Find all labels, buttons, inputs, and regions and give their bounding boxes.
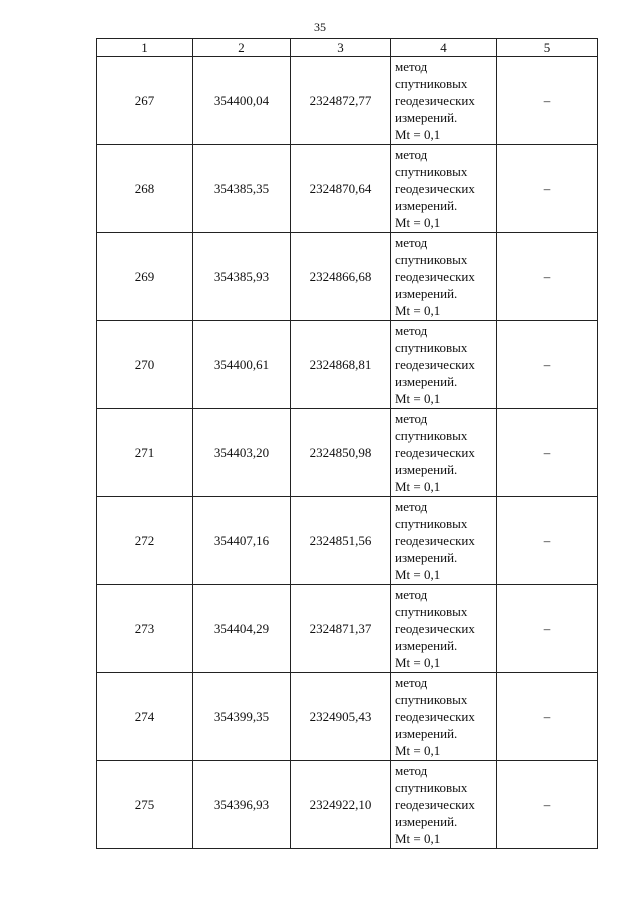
point-number-cell: 274	[97, 673, 193, 761]
table-row	[97, 673, 598, 761]
method-cell	[391, 321, 497, 409]
y-coordinate-cell: 2324850,98	[291, 409, 391, 497]
note-cell: –	[497, 57, 598, 145]
method-line: метод	[395, 147, 428, 162]
x-coordinate-cell: 354385,93	[193, 233, 291, 321]
page-number: 35	[314, 20, 326, 34]
y-coordinate-cell: 2324851,56	[291, 497, 391, 585]
method-line: геодезических	[395, 621, 475, 636]
point-number-cell: 272	[97, 497, 193, 585]
table-row	[97, 585, 598, 673]
method-line: Mt = 0,1	[395, 567, 441, 582]
note-cell: –	[497, 233, 598, 321]
header-col-2: 2	[193, 39, 291, 57]
method-line: метод	[395, 763, 428, 778]
method-line: Mt = 0,1	[395, 215, 441, 230]
method-cell	[391, 233, 497, 321]
table-row	[97, 233, 598, 321]
point-number-cell: 271	[97, 409, 193, 497]
table-row	[97, 145, 598, 233]
y-coordinate-cell: 2324872,77	[291, 57, 391, 145]
table-header	[97, 39, 598, 57]
x-coordinate-cell: 354385,35	[193, 145, 291, 233]
y-coordinate-cell: 2324905,43	[291, 673, 391, 761]
method-line: Mt = 0,1	[395, 391, 441, 406]
method-line: спутниковых	[395, 692, 468, 707]
method-line: геодезических	[395, 533, 475, 548]
method-cell	[391, 673, 497, 761]
method-line: геодезических	[395, 445, 475, 460]
point-number-cell: 275	[97, 761, 193, 849]
y-coordinate-cell: 2324866,68	[291, 233, 391, 321]
table-row	[97, 409, 598, 497]
method-line: спутниковых	[395, 340, 468, 355]
method-line: измерений.	[395, 374, 458, 389]
method-line: измерений.	[395, 462, 458, 477]
method-line: спутниковых	[395, 604, 468, 619]
header-row	[97, 39, 598, 57]
method-line: спутниковых	[395, 516, 468, 531]
method-line: Mt = 0,1	[395, 655, 441, 670]
method-cell	[391, 497, 497, 585]
point-number-cell: 269	[97, 233, 193, 321]
note-cell: –	[497, 673, 598, 761]
x-coordinate-cell: 354396,93	[193, 761, 291, 849]
method-line: измерений.	[395, 110, 458, 125]
table-row	[97, 497, 598, 585]
method-line: спутниковых	[395, 76, 468, 91]
method-line: метод	[395, 323, 428, 338]
x-coordinate-cell: 354404,29	[193, 585, 291, 673]
method-line: измерений.	[395, 638, 458, 653]
method-line: измерений.	[395, 550, 458, 565]
method-line: геодезических	[395, 709, 475, 724]
method-line: измерений.	[395, 814, 458, 829]
header-col-4: 4	[391, 39, 497, 57]
note-cell: –	[497, 409, 598, 497]
method-line: метод	[395, 411, 428, 426]
method-line: геодезических	[395, 797, 475, 812]
header-col-1: 1	[97, 39, 193, 57]
table-row	[97, 57, 598, 145]
method-line: геодезических	[395, 93, 475, 108]
method-cell	[391, 409, 497, 497]
x-coordinate-cell: 354400,04	[193, 57, 291, 145]
method-line: Mt = 0,1	[395, 743, 441, 758]
method-line: спутниковых	[395, 428, 468, 443]
method-line: спутниковых	[395, 780, 468, 795]
note-cell: –	[497, 145, 598, 233]
method-line: геодезических	[395, 357, 475, 372]
method-line: метод	[395, 675, 428, 690]
x-coordinate-cell: 354407,16	[193, 497, 291, 585]
note-cell: –	[497, 497, 598, 585]
method-line: спутниковых	[395, 252, 468, 267]
method-line: измерений.	[395, 198, 458, 213]
y-coordinate-cell: 2324870,64	[291, 145, 391, 233]
x-coordinate-cell: 354399,35	[193, 673, 291, 761]
method-line: метод	[395, 59, 428, 74]
method-line: метод	[395, 499, 428, 514]
table-body	[97, 57, 598, 849]
method-line: геодезических	[395, 181, 475, 196]
note-cell: –	[497, 585, 598, 673]
y-coordinate-cell: 2324871,37	[291, 585, 391, 673]
method-cell	[391, 585, 497, 673]
x-coordinate-cell: 354403,20	[193, 409, 291, 497]
method-line: Mt = 0,1	[395, 303, 441, 318]
coordinates-table	[96, 38, 598, 849]
method-line: геодезических	[395, 269, 475, 284]
method-line: измерений.	[395, 286, 458, 301]
method-line: измерений.	[395, 726, 458, 741]
point-number-cell: 268	[97, 145, 193, 233]
method-cell	[391, 761, 497, 849]
note-cell: –	[497, 761, 598, 849]
method-line: Mt = 0,1	[395, 127, 441, 142]
x-coordinate-cell: 354400,61	[193, 321, 291, 409]
method-line: метод	[395, 235, 428, 250]
point-number-cell: 267	[97, 57, 193, 145]
header-col-5: 5	[497, 39, 598, 57]
header-col-3: 3	[291, 39, 391, 57]
point-number-cell: 270	[97, 321, 193, 409]
y-coordinate-cell: 2324922,10	[291, 761, 391, 849]
method-cell	[391, 57, 497, 145]
point-number-cell: 273	[97, 585, 193, 673]
method-line: Mt = 0,1	[395, 831, 441, 846]
y-coordinate-cell: 2324868,81	[291, 321, 391, 409]
method-line: метод	[395, 587, 428, 602]
method-cell	[391, 145, 497, 233]
method-line: спутниковых	[395, 164, 468, 179]
table-row	[97, 321, 598, 409]
table-row	[97, 761, 598, 849]
note-cell: –	[497, 321, 598, 409]
method-line: Mt = 0,1	[395, 479, 441, 494]
